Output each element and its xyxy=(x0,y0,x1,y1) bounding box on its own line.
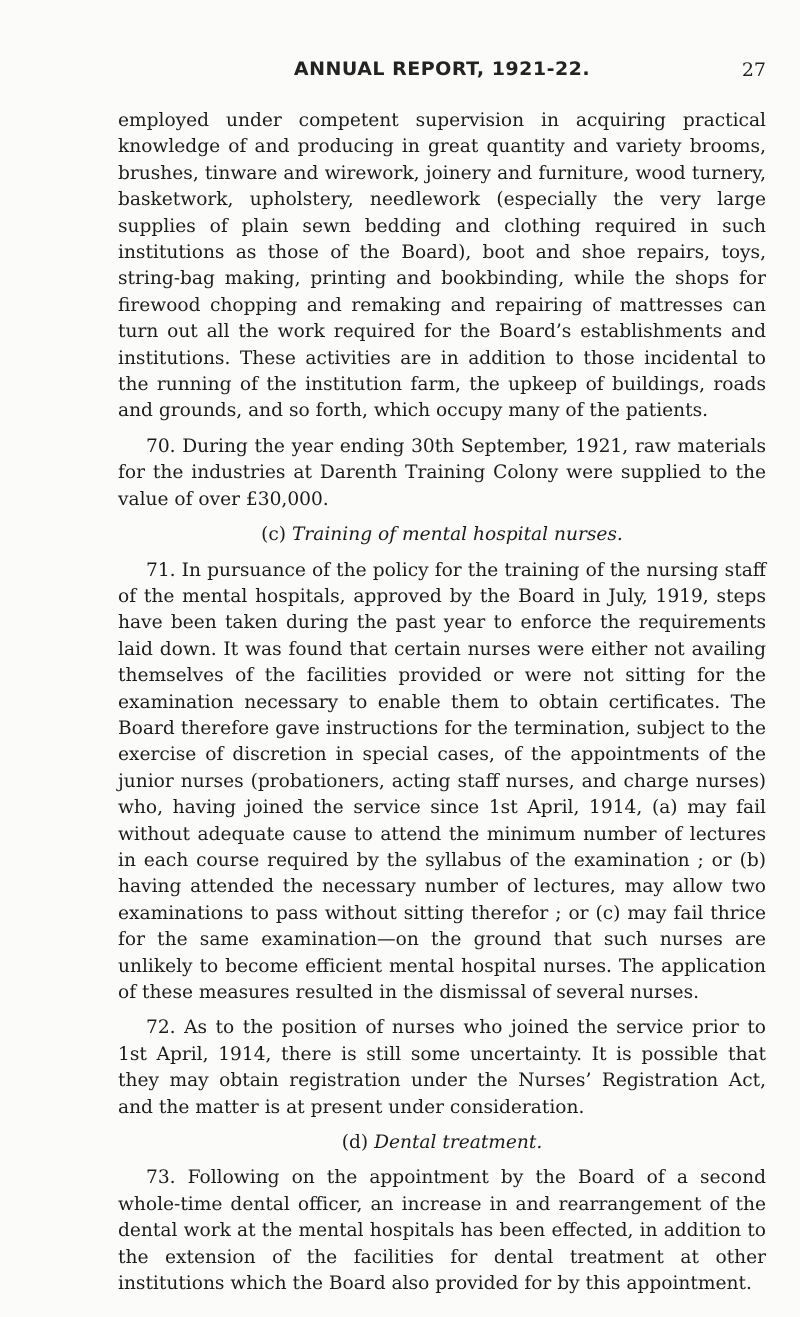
section-d-label: (d) xyxy=(341,1132,369,1154)
section-c-label: (c) xyxy=(261,524,287,546)
running-header xyxy=(118,58,766,86)
paragraph-71: 71. In pursuance of the policy for the training of the nursing staff of the mental hospitals, approved by the Board in July, 1919, steps have been taken during the past year to enforce the requirements laid down. It was found that certain nurses were either not availing themselves of the facilities provided or were not sitting for the examination necessary to enable them to obtain certificates. The Board therefore gave instructions for the termination, subject to the exercise of discretion in special cases, of the appointments of the junior nurses (probationers, acting staff nurses, and charge nurses) who, having joined the service since 1st April, 1914, (a) may fail without adequate cause to attend the minimum number of lectures in each course required by the syllabus of the examination ; or (b) having attended the necessary number of lectures, may allow two examinations to pass without sitting therefor ; or (c) may fail thrice for the same examination—on the ground that such nurses are unlikely to become efficient mental hospital nurses. The application of these measures resulted in the dismissal of several nurses. xyxy=(118,559,766,1003)
page-number: 27 xyxy=(741,59,766,81)
section-c-title: Training of mental hospital nurses. xyxy=(291,524,623,546)
report-title: ANNUAL REPORT, 1921-22. xyxy=(293,58,591,80)
opening-paragraph: employed under competent supervision in acquiring practical knowledge of and producing in great quantity and variety brooms, brushes, tinware and wirework, joinery and furniture, wood turnery, basketwork, upholstery, needlework (especially the very large supplies of plain sewn bedding and clothing required in such institutions as those of the Board), boot and shoe repairs, toys, string-bag making, printing and bookbinding, while the shops for firewood chopping and remaking and repairing of mattresses can turn out all the work required for the Board’s establishments and institutions. These activities are in addition to those incidental to the running of the institution farm, the upkeep of buildings, roads and grounds, and so forth, which occupy many of the patients. xyxy=(118,110,766,422)
paragraph-72: 72. As to the position of nurses who joined the service prior to 1st April, 1914, there is still some uncertainty. It is possible that they may obtain registration under the Nurses’ Registration Act, and the matter is at present under consideration. xyxy=(118,1017,766,1118)
section-heading-c xyxy=(118,522,766,548)
paragraph-73: 73. Following on the appointment by the Board of a second whole-time dental officer, an increase in and rearrangement of the dental work at the mental hospitals has been effected, in addition to the extension of the facilities for dental treatment at other institutions which the Board also provided for by this appointment. xyxy=(118,1167,766,1295)
body-text xyxy=(118,108,766,1297)
section-d-title: Dental treatment. xyxy=(374,1132,543,1154)
paragraph-70: 70. During the year ending 30th September, 1921, raw materials for the industries at Darenth Training Colony were supplied to the value of over £30,000. xyxy=(118,435,766,510)
section-heading-d xyxy=(118,1130,766,1156)
